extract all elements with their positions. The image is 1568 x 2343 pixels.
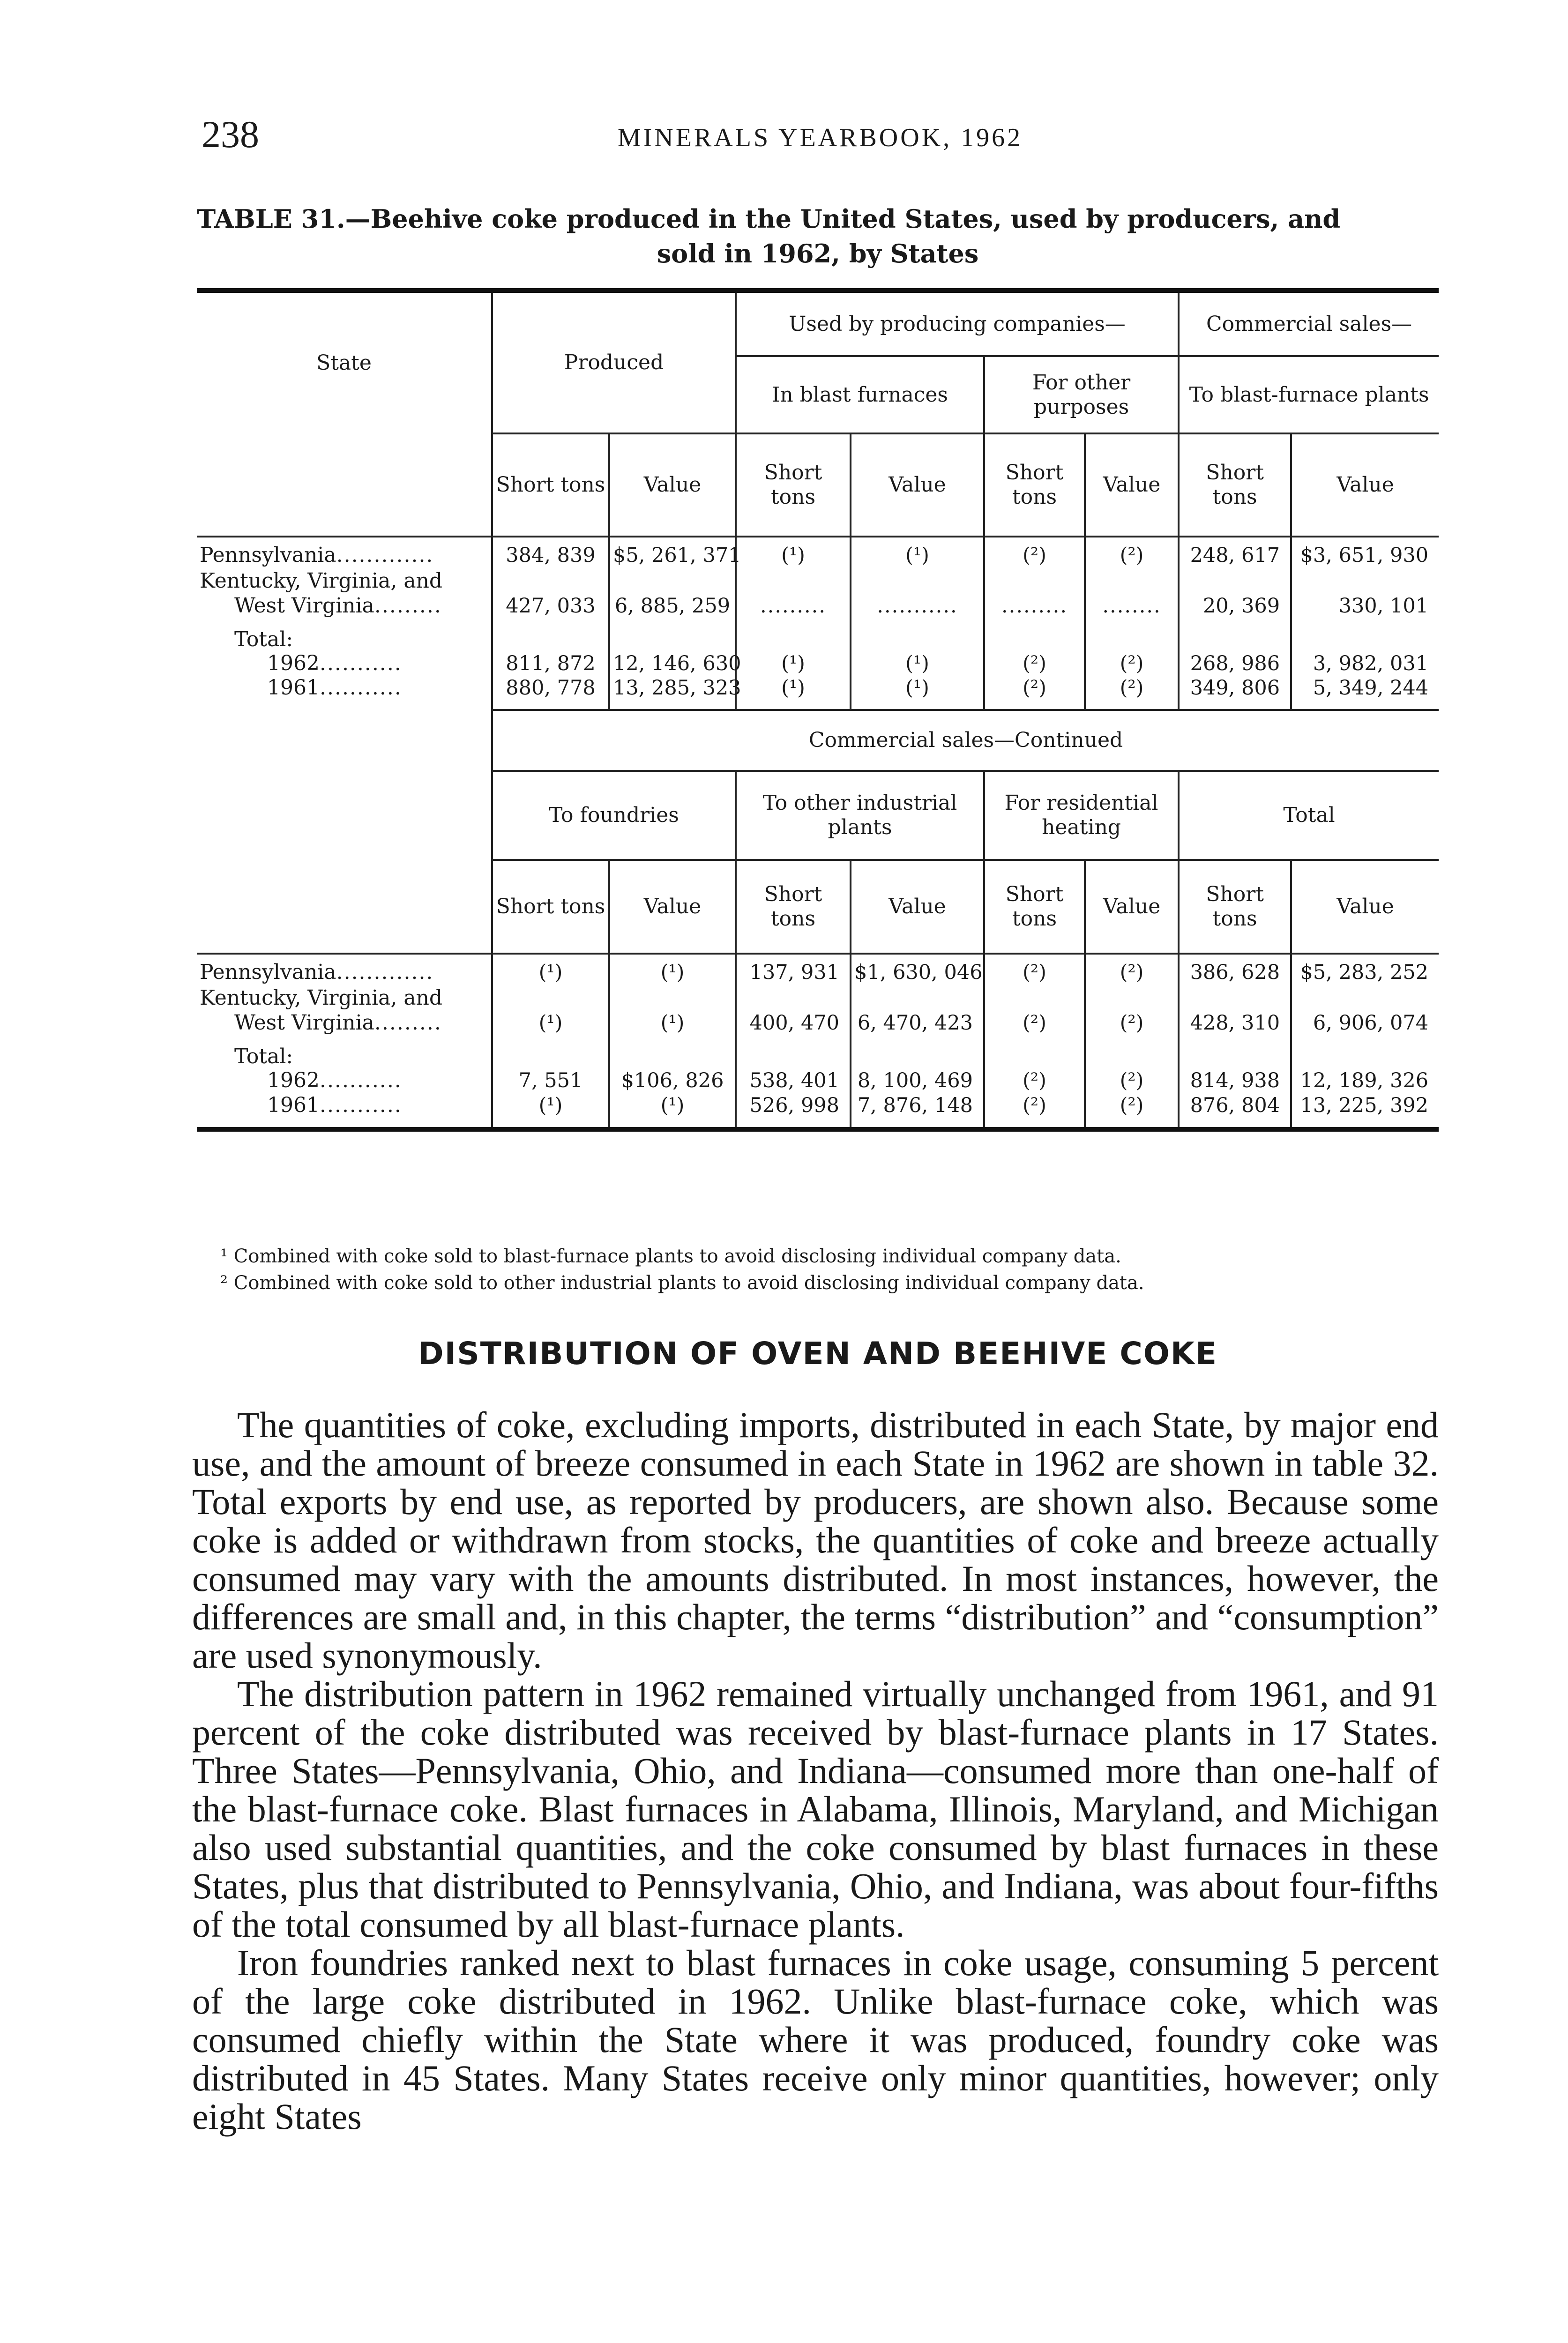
table-cell: 12, 189, 326 bbox=[1291, 1069, 1439, 1092]
value-header: Value bbox=[1085, 433, 1179, 537]
table-cell: 8, 100, 469 bbox=[851, 1069, 984, 1092]
table-cell: (¹) bbox=[609, 1092, 736, 1119]
value-header: Value bbox=[609, 433, 736, 537]
table-row: 1962........... 7, 551 $106, 826 538, 401 8, 100, 469 (²) (²) 814, 938 12, 189, 326 bbox=[197, 1069, 1439, 1092]
row-label-1961: 1961 bbox=[267, 1093, 320, 1117]
short-tons-header: Short tons bbox=[736, 433, 851, 537]
table-cell: (²) bbox=[984, 541, 1085, 569]
table-row: Pennsylvania............. 384, 839 $5, 261, 371 (¹) (¹) (²) (²) 248, 617 $3, 651, 930 bbox=[197, 541, 1439, 569]
table-cell: 248, 617 bbox=[1179, 541, 1291, 569]
footnote-1: ¹ Combined with coke sold to blast-furnace plants to avoid disclosing individual company data. bbox=[220, 1246, 1121, 1267]
table-cell: (²) bbox=[984, 958, 1085, 986]
short-tons-header: Short tons bbox=[492, 433, 609, 537]
blast-furnaces-header: In blast furnaces bbox=[736, 356, 984, 433]
table-cell: (²) bbox=[1085, 541, 1179, 569]
table-row: 1961........... 880, 778 13, 285, 323 (¹) (¹) (²) (²) 349, 806 5, 349, 244 bbox=[197, 675, 1439, 701]
row-label-total: Total: bbox=[234, 627, 293, 651]
coke-table bbox=[197, 288, 1439, 1132]
table-cell: 137, 931 bbox=[736, 958, 851, 986]
row-label-kentucky-line2: West Virginia bbox=[234, 594, 374, 618]
value-header: Value bbox=[609, 860, 736, 954]
short-tons-header: Short tons bbox=[1179, 433, 1291, 537]
table-cell: (¹) bbox=[736, 652, 851, 675]
table-row bbox=[197, 1045, 1439, 1069]
table-cell: 20, 369 bbox=[1179, 593, 1291, 619]
table-cell: (²) bbox=[1085, 1092, 1179, 1119]
short-tons-header: Short tons bbox=[984, 860, 1085, 954]
table-cell: 880, 778 bbox=[492, 675, 609, 701]
table-cell: $3, 651, 930 bbox=[1291, 541, 1439, 569]
table-cell: 6, 470, 423 bbox=[851, 1010, 984, 1036]
other-purposes-header: For other purposes bbox=[984, 356, 1179, 433]
total-header: Total bbox=[1179, 771, 1439, 860]
table-cell: ........... bbox=[851, 593, 984, 619]
table-cell: 7, 551 bbox=[492, 1069, 609, 1092]
row-label-pennsylvania: Pennsylvania bbox=[200, 960, 336, 984]
row-label-kentucky-line2: West Virginia bbox=[234, 1011, 374, 1035]
table-cell: 384, 839 bbox=[492, 541, 609, 569]
paragraph: The quantities of coke, excluding imports, distributed in each State, by major end use, and the amount of breeze consumed in each State in 1962 are shown in table 32. Total exports by end use, as reported by producers, are shown also. Because some coke is added or withdrawn from stocks, the quantities of coke and breeze actually consumed may vary with the amounts distributed. In most instances, however, the differences are small and, in this chapter, the terms “distribution” and “consumption” are used synonymously. bbox=[192, 1404, 1439, 1676]
table-cell: 811, 872 bbox=[492, 652, 609, 675]
short-tons-header: Short tons bbox=[1179, 860, 1291, 954]
running-title: MINERALS YEARBOOK, 1962 bbox=[617, 123, 1023, 152]
row-label-1961: 1961 bbox=[267, 676, 320, 700]
row-label-kentucky-line1: Kentucky, Virginia, and bbox=[200, 986, 443, 1010]
table-cell: ......... bbox=[736, 593, 851, 619]
table-cell: 3, 982, 031 bbox=[1291, 652, 1439, 675]
table-cell: ........ bbox=[1085, 593, 1179, 619]
table-cell: (²) bbox=[984, 1092, 1085, 1119]
table-cell: 13, 225, 392 bbox=[1291, 1092, 1439, 1119]
table-cell: (¹) bbox=[609, 958, 736, 986]
table-cell: (²) bbox=[1085, 958, 1179, 986]
table-cell: 428, 310 bbox=[1179, 1010, 1291, 1036]
commercial-sales-header: Commercial sales— bbox=[1179, 291, 1439, 356]
table-cell: 6, 906, 074 bbox=[1291, 1010, 1439, 1036]
table-cell: 349, 806 bbox=[1179, 675, 1291, 701]
table-row bbox=[197, 986, 1439, 1010]
table-cell: $106, 826 bbox=[609, 1069, 736, 1092]
page-header bbox=[202, 112, 1439, 164]
table-cell: (¹) bbox=[492, 1010, 609, 1036]
to-foundries-header: To foundries bbox=[492, 771, 736, 860]
table-cell: 13, 285, 323 bbox=[609, 675, 736, 701]
table-cell: ......... bbox=[984, 593, 1085, 619]
table-cell: (¹) bbox=[736, 541, 851, 569]
row-label-total: Total: bbox=[234, 1045, 293, 1068]
value-header: Value bbox=[851, 433, 984, 537]
value-header: Value bbox=[1291, 860, 1439, 954]
short-tons-header: Short tons bbox=[736, 860, 851, 954]
table-row bbox=[197, 569, 1439, 593]
table-cell: 526, 998 bbox=[736, 1092, 851, 1119]
used-by-producers-header: Used by producing companies— bbox=[736, 291, 1179, 356]
table-cell: (²) bbox=[1085, 1010, 1179, 1036]
table-title-line1: TABLE 31.—Beehive coke produced in the United States, used by producers, and bbox=[197, 204, 1341, 234]
row-label-pennsylvania: Pennsylvania bbox=[200, 543, 336, 567]
row-label-kentucky-line1: Kentucky, Virginia, and bbox=[200, 569, 443, 593]
table-cell: (¹) bbox=[492, 958, 609, 986]
section-heading: DISTRIBUTION OF OVEN AND BEEHIVE COKE bbox=[418, 1336, 1218, 1372]
table-cell: 6, 885, 259 bbox=[609, 593, 736, 619]
to-blast-furnace-header: To blast-furnace plants bbox=[1179, 356, 1439, 433]
commercial-sales-continued-header: Commercial sales—Continued bbox=[492, 710, 1439, 771]
paragraph: Iron foundries ranked next to blast furnaces in coke usage, consuming 5 percent of the large coke distributed in 1962. Unlike blast-furnace coke, which was consumed chiefly within the State where it was produced, foundry coke was distributed in 45 States. Many States receive only minor quantities, however; only eight States bbox=[192, 1942, 1439, 2137]
table-cell: (¹) bbox=[736, 675, 851, 701]
table-cell: (²) bbox=[984, 1010, 1085, 1036]
table-cell: (²) bbox=[1085, 1069, 1179, 1092]
body-text bbox=[192, 1406, 1439, 2136]
table-cell: (²) bbox=[1085, 675, 1179, 701]
table-cell: 12, 146, 630 bbox=[609, 652, 736, 675]
table-title bbox=[197, 201, 1439, 271]
table-cell: 427, 033 bbox=[492, 593, 609, 619]
table-cell: 7, 876, 148 bbox=[851, 1092, 984, 1119]
short-tons-header: Short tons bbox=[492, 860, 609, 954]
table-cell: $5, 283, 252 bbox=[1291, 958, 1439, 986]
footnote-2: ² Combined with coke sold to other industrial plants to avoid disclosing individual company data. bbox=[220, 1272, 1144, 1294]
table-cell: (²) bbox=[984, 675, 1085, 701]
stub-header: State bbox=[316, 351, 372, 375]
table-cell: 538, 401 bbox=[736, 1069, 851, 1092]
row-label-1962: 1962 bbox=[267, 1069, 320, 1092]
table-row: 1962........... 811, 872 12, 146, 630 (¹) (¹) (²) (²) 268, 986 3, 982, 031 bbox=[197, 652, 1439, 675]
table-cell: (²) bbox=[984, 1069, 1085, 1092]
table-cell: (¹) bbox=[851, 675, 984, 701]
table-row: West Virginia......... 427, 033 6, 885, 259 ......... ........... ......... ........ 20, 369 330, 101 bbox=[197, 593, 1439, 619]
table-row: 1961........... (¹) (¹) 526, 998 7, 876, 148 (²) (²) 876, 804 13, 225, 392 bbox=[197, 1092, 1439, 1119]
table-cell: (¹) bbox=[851, 652, 984, 675]
produced-header: Produced bbox=[492, 291, 736, 433]
table-row: Pennsylvania............. (¹) (¹) 137, 931 $1, 630, 046 (²) (²) 386, 628 $5, 283, 252 bbox=[197, 958, 1439, 986]
table-cell: 5, 349, 244 bbox=[1291, 675, 1439, 701]
table-cell: 814, 938 bbox=[1179, 1069, 1291, 1092]
table-cell: $1, 630, 046 bbox=[851, 958, 984, 986]
table-cell: 386, 628 bbox=[1179, 958, 1291, 986]
to-other-industrial-header: To other industrial plants bbox=[736, 771, 984, 860]
table-cell: (²) bbox=[984, 652, 1085, 675]
residential-heating-header: For residential heating bbox=[984, 771, 1179, 860]
table-cell: 268, 986 bbox=[1179, 652, 1291, 675]
table-cell: (¹) bbox=[851, 541, 984, 569]
table-cell: 400, 470 bbox=[736, 1010, 851, 1036]
value-header: Value bbox=[1085, 860, 1179, 954]
beehive-coke-table bbox=[197, 288, 1439, 1132]
page-number: 238 bbox=[202, 113, 259, 156]
paragraph: The distribution pattern in 1962 remained virtually unchanged from 1961, and 91 percent of the coke distributed was received by blast-furnace plants in 17 States. Three States—Pennsylvania, Ohio, and Indiana—consumed more than one-half of the blast-furnace coke. Blast furnaces in Alabama, Illinois, Maryland, and Michigan also used substantial quantities, and the coke consumed by blast furnaces in these States, plus that distributed to Pennsylvania, Ohio, and Indiana, was about four-fifths of the total consumed by all blast-furnace plants. bbox=[192, 1673, 1439, 1945]
table-cell: (²) bbox=[1085, 652, 1179, 675]
table-cell: (¹) bbox=[609, 1010, 736, 1036]
value-header: Value bbox=[851, 860, 984, 954]
table-row bbox=[197, 627, 1439, 652]
row-label-1962: 1962 bbox=[267, 652, 320, 675]
table-cell: 330, 101 bbox=[1291, 593, 1439, 619]
table-cell: $5, 261, 371 bbox=[609, 541, 736, 569]
table-cell: (¹) bbox=[492, 1092, 609, 1119]
table-row: West Virginia......... (¹) (¹) 400, 470 6, 470, 423 (²) (²) 428, 310 6, 906, 074 bbox=[197, 1010, 1439, 1036]
short-tons-header: Short tons bbox=[984, 433, 1085, 537]
value-header: Value bbox=[1291, 433, 1439, 537]
table-title-line2: sold in 1962, by States bbox=[657, 239, 979, 269]
table-cell: 876, 804 bbox=[1179, 1092, 1291, 1119]
